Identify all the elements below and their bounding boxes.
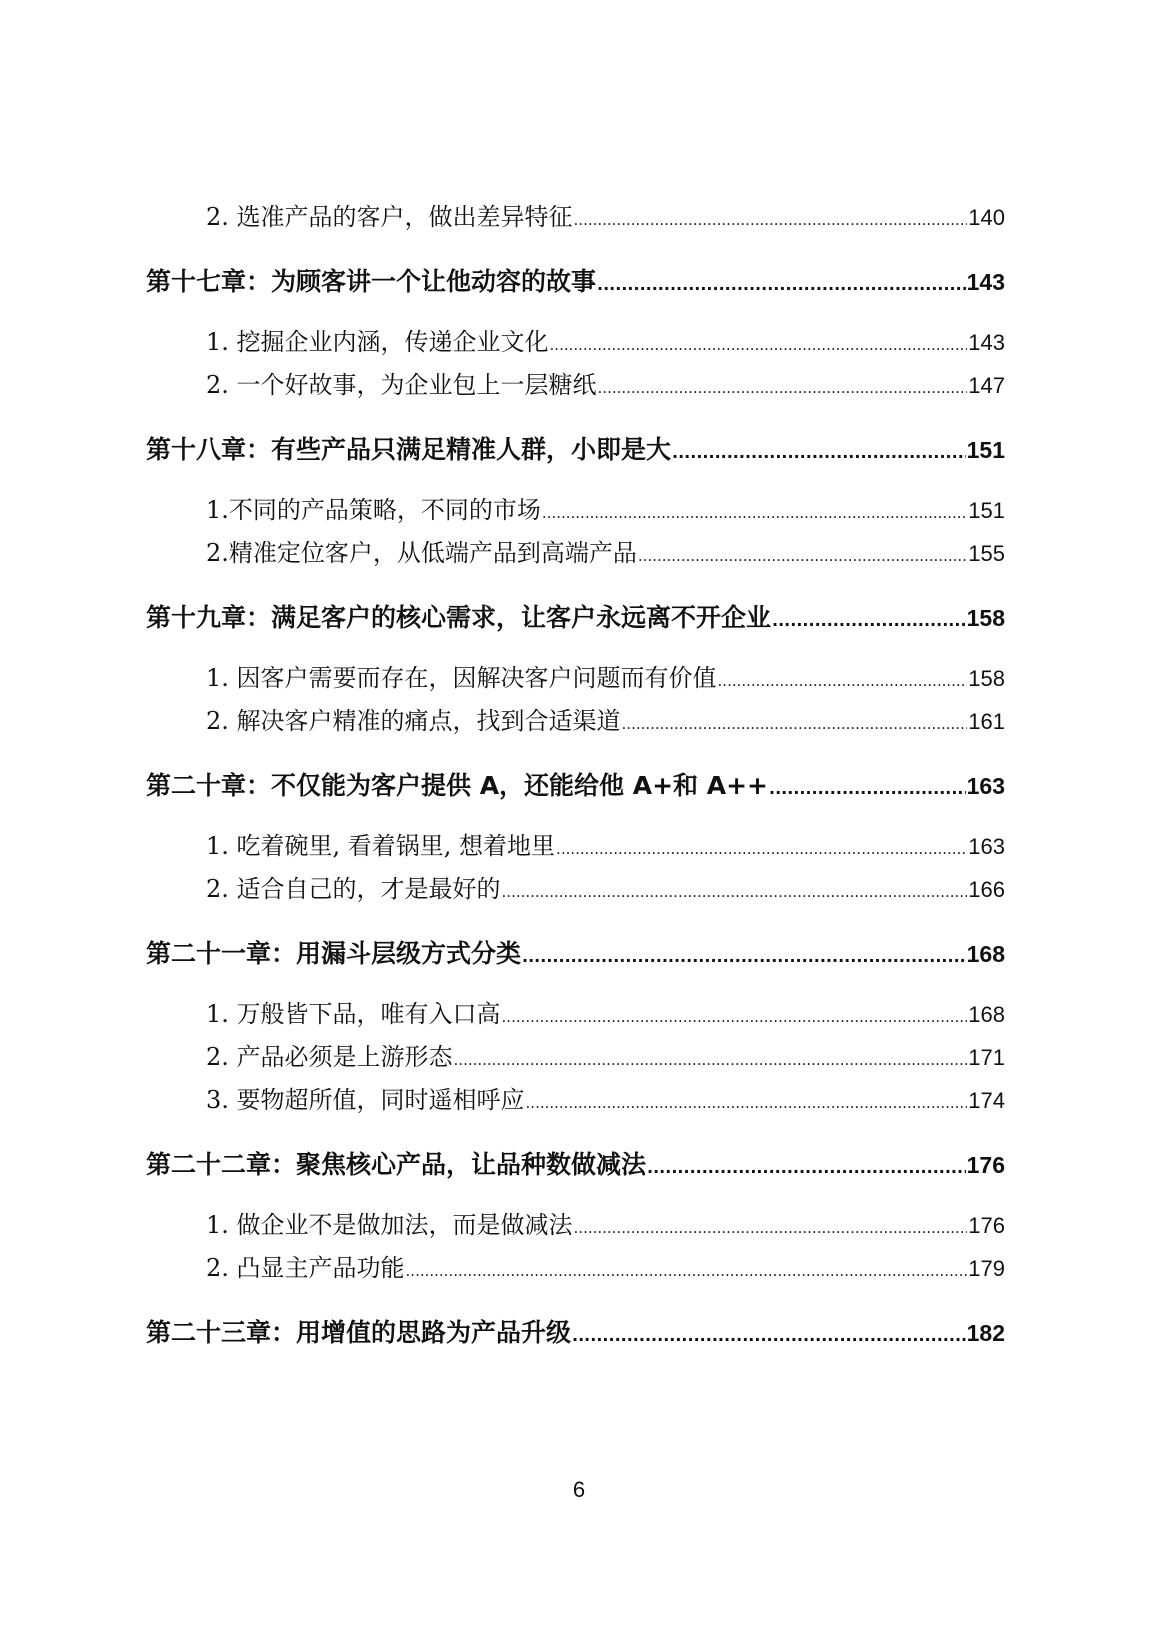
- toc-section-entry[interactable]: [146, 364, 1005, 407]
- dot-leader: [598, 367, 968, 407]
- section-title: 3. 要物超所值，同时遥相呼应: [206, 1086, 525, 1114]
- chapter-title: 第二十章：不仅能为客户提供 A，还能给他 A+和 A++: [146, 771, 768, 800]
- section-title: 2. 解决客户精准的痛点，找到合适渠道: [206, 707, 621, 735]
- toc-chapter-entry[interactable]: [146, 764, 1005, 808]
- page-ref: 140: [968, 205, 1005, 230]
- page-ref: 161: [968, 709, 1005, 734]
- dot-leader: [572, 1314, 966, 1355]
- dot-leader: [718, 660, 968, 700]
- dot-leader: [522, 935, 966, 976]
- section-title: 1. 吃着碗里, 看着锅里, 想着地里: [206, 832, 556, 860]
- toc-section-entry[interactable]: [146, 868, 1005, 911]
- chapter-title: 第二十二章：聚焦核心产品，让品种数做减法: [146, 1150, 647, 1179]
- section-title: 1. 做企业不是做加法，而是做减法: [206, 1211, 573, 1239]
- section-title: 2. 选准产品的客户，做出差异特征: [206, 203, 573, 231]
- toc-section-entry[interactable]: [146, 1036, 1005, 1079]
- toc-chapter-entry[interactable]: [146, 1311, 1005, 1355]
- section-title: 2. 一个好故事，为企业包上一层糖纸: [206, 371, 597, 399]
- toc-chapter-entry[interactable]: [146, 428, 1005, 472]
- toc-section-entry[interactable]: [146, 532, 1005, 575]
- page-ref: 171: [968, 1045, 1005, 1070]
- toc-section-entry[interactable]: [146, 825, 1005, 868]
- chapter-title: 第十八章：有些产品只满足精准人群，小即是大: [146, 435, 672, 464]
- page-ref: 151: [968, 498, 1005, 523]
- page-ref: 182: [966, 1320, 1005, 1346]
- page-ref: 163: [966, 773, 1005, 799]
- toc-section-entry[interactable]: [146, 489, 1005, 532]
- page-ref: 174: [968, 1088, 1005, 1113]
- section-title: 1. 因客户需要而存在，因解决客户问题而有价值: [206, 664, 717, 692]
- page-ref: 147: [968, 373, 1005, 398]
- page-ref: 158: [966, 605, 1005, 631]
- page-ref: 176: [968, 1213, 1005, 1238]
- chapter-title: 第十九章：满足客户的核心需求，让客户永远离不开企业: [146, 603, 772, 632]
- toc-chapter-entry[interactable]: [146, 596, 1005, 640]
- section-title: 2.精准定位客户，从低端产品到高端产品: [206, 539, 637, 567]
- section-title: 1. 挖掘企业内涵，传递企业文化: [206, 328, 549, 356]
- section-title: 2. 产品必须是上游形态: [206, 1043, 453, 1071]
- dot-leader: [556, 828, 967, 868]
- page-ref: 151: [966, 437, 1005, 463]
- section-title: 2. 凸显主产品功能: [206, 1254, 405, 1282]
- dot-leader: [406, 1250, 968, 1290]
- toc-section-entry[interactable]: [146, 993, 1005, 1036]
- page-ref: 143: [968, 330, 1005, 355]
- toc-section-entry[interactable]: [146, 321, 1005, 364]
- dot-leader: [769, 767, 966, 808]
- dot-leader: [550, 324, 968, 364]
- dot-leader: [542, 492, 967, 532]
- dot-leader: [454, 1039, 968, 1079]
- dot-leader: [574, 1207, 968, 1247]
- toc-section-entry[interactable]: [146, 1079, 1005, 1122]
- section-title: 1.不同的产品策略，不同的市场: [206, 496, 541, 524]
- page-ref: 166: [968, 877, 1005, 902]
- page-ref: 143: [966, 269, 1005, 295]
- chapter-title: 第二十一章：用漏斗层级方式分类: [146, 939, 522, 968]
- dot-leader: [772, 599, 966, 640]
- toc-chapter-entry[interactable]: [146, 1143, 1005, 1187]
- toc-section-entry[interactable]: [146, 1247, 1005, 1290]
- dot-leader: [526, 1082, 968, 1122]
- dot-leader: [638, 535, 967, 575]
- toc-section-entry[interactable]: [146, 1204, 1005, 1247]
- section-title: 2. 适合自己的，才是最好的: [206, 875, 501, 903]
- page-ref: 179: [968, 1256, 1005, 1281]
- dot-leader: [622, 703, 968, 743]
- toc-chapter-entry[interactable]: [146, 932, 1005, 976]
- page-ref: 176: [966, 1152, 1005, 1178]
- page-ref: 163: [968, 834, 1005, 859]
- toc-chapter-entry[interactable]: [146, 260, 1005, 304]
- dot-leader: [597, 263, 966, 304]
- dot-leader: [647, 1146, 966, 1187]
- page-ref: 158: [968, 666, 1005, 691]
- table-of-contents: [146, 196, 1005, 1355]
- toc-section-entry[interactable]: [146, 700, 1005, 743]
- page-ref: 155: [968, 541, 1005, 566]
- toc-section-entry[interactable]: [146, 196, 1005, 239]
- toc-section-entry[interactable]: [146, 657, 1005, 700]
- section-title: 1. 万般皆下品，唯有入口高: [206, 1000, 501, 1028]
- page-ref: 168: [966, 941, 1005, 967]
- page-ref: 168: [968, 1002, 1005, 1027]
- chapter-title: 第十七章：为顾客讲一个让他动容的故事: [146, 267, 597, 296]
- dot-leader: [574, 199, 968, 239]
- dot-leader: [672, 431, 966, 472]
- dot-leader: [502, 996, 968, 1036]
- dot-leader: [502, 871, 968, 911]
- page-number: 6: [572, 1477, 586, 1502]
- chapter-title: 第二十三章：用增值的思路为产品升级: [146, 1318, 572, 1347]
